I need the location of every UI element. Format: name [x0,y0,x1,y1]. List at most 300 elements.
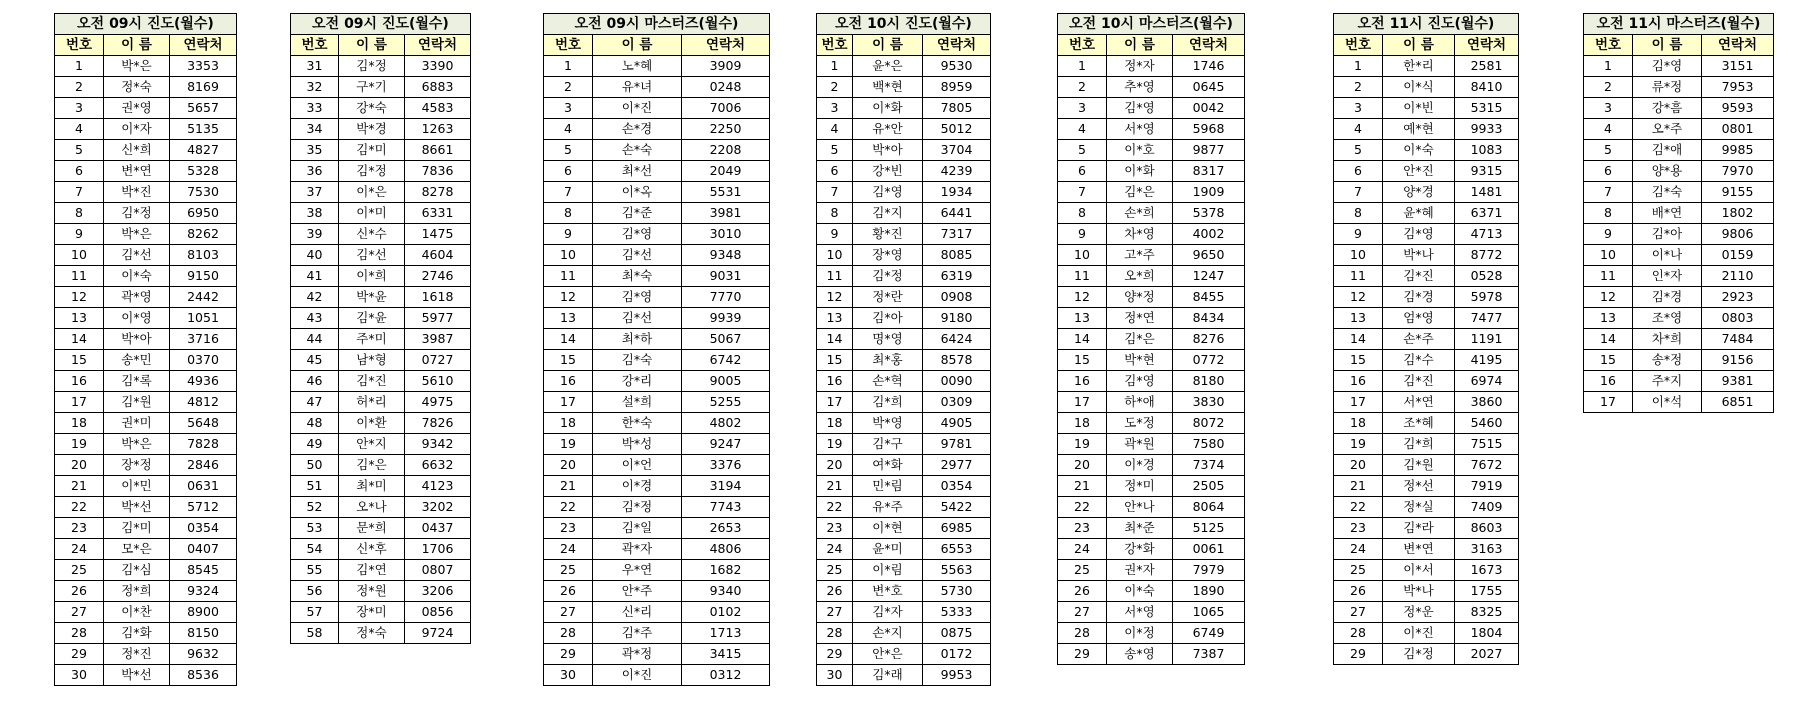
number-cell: 31 [291,56,339,77]
number-cell: 1 [544,56,593,77]
name-cell: 박*나 [1383,581,1455,602]
table-title-row [1334,14,1519,35]
number-cell: 23 [55,518,104,539]
name-cell: 신*수 [339,224,405,245]
number-cell: 29 [544,644,593,665]
phone-cell: 6742 [682,350,770,371]
phone-cell: 9593 [1702,98,1774,119]
table-row [1058,455,1245,476]
number-cell: 23 [1334,518,1383,539]
name-cell: 정*선 [1383,476,1455,497]
name-cell: 정*실 [1383,497,1455,518]
phone-cell: 7672 [1455,455,1519,476]
table-row [55,497,237,518]
number-cell: 11 [1584,266,1633,287]
header-phone: 연락처 [405,35,471,56]
number-cell: 35 [291,140,339,161]
table-row [1334,392,1519,413]
name-cell: 김*영 [1107,98,1173,119]
table-row [55,266,237,287]
phone-cell: 0856 [405,602,471,623]
phone-cell: 0803 [1702,308,1774,329]
table-row [544,140,770,161]
name-cell: 최*숙 [593,266,682,287]
name-cell: 김*미 [104,518,170,539]
table-row [291,98,471,119]
number-cell: 52 [291,497,339,518]
phone-cell: 3390 [405,56,471,77]
phone-cell: 0801 [1702,119,1774,140]
roster-table-1 [54,13,237,686]
phone-cell: 7770 [682,287,770,308]
name-cell: 최*선 [593,161,682,182]
number-cell: 2 [1584,77,1633,98]
phone-cell: 4806 [682,539,770,560]
name-cell: 이*서 [1383,560,1455,581]
number-cell: 7 [55,182,104,203]
phone-cell: 6883 [405,77,471,98]
number-cell: 15 [1058,350,1107,371]
name-cell: 구*기 [339,77,405,98]
name-cell: 허*리 [339,392,405,413]
table-row [1334,644,1519,665]
name-cell: 김*영 [1383,224,1455,245]
table-row [1584,203,1774,224]
phone-cell: 7805 [923,98,991,119]
number-cell: 16 [1058,371,1107,392]
number-cell: 1 [1334,56,1383,77]
phone-cell: 0159 [1702,245,1774,266]
name-cell: 김*수 [1383,350,1455,371]
table-title-row [817,14,991,35]
table-row [1584,329,1774,350]
name-cell: 권*영 [104,98,170,119]
name-cell: 김*진 [1383,371,1455,392]
phone-cell: 8085 [923,245,991,266]
phone-cell: 5333 [923,602,991,623]
number-cell: 8 [544,203,593,224]
name-cell: 김*화 [104,623,170,644]
number-cell: 19 [544,434,593,455]
table-row [544,350,770,371]
number-cell: 37 [291,182,339,203]
table-row [544,455,770,476]
name-cell: 권*미 [104,413,170,434]
number-cell: 56 [291,581,339,602]
phone-cell: 6950 [170,203,237,224]
number-cell: 18 [55,413,104,434]
table-row [1334,287,1519,308]
phone-cell: 1673 [1455,560,1519,581]
number-cell: 6 [817,161,853,182]
table-row [1058,539,1245,560]
phone-cell: 4812 [170,392,237,413]
number-cell: 8 [1334,203,1383,224]
number-cell: 18 [1334,413,1383,434]
number-cell: 17 [1058,392,1107,413]
table-row [55,455,237,476]
name-cell: 손*희 [1107,203,1173,224]
name-cell: 한*리 [1383,56,1455,77]
phone-cell: 9530 [923,56,991,77]
phone-cell: 6985 [923,518,991,539]
header-name: 이 름 [1633,35,1702,56]
name-cell: 송*영 [1107,644,1173,665]
number-cell: 40 [291,245,339,266]
table-row [1584,182,1774,203]
phone-cell: 9953 [923,665,991,686]
table-row [1058,119,1245,140]
table-row [55,245,237,266]
name-cell: 안*은 [853,644,923,665]
table-row [291,392,471,413]
number-cell: 46 [291,371,339,392]
table-row [1584,77,1774,98]
name-cell: 최*홍 [853,350,923,371]
number-cell: 8 [55,203,104,224]
name-cell: 김*정 [593,497,682,518]
table-row [544,182,770,203]
phone-cell: 9781 [923,434,991,455]
table-row [55,623,237,644]
phone-cell: 3376 [682,455,770,476]
table-row [55,518,237,539]
phone-cell: 4802 [682,413,770,434]
header-row [1584,35,1774,56]
phone-cell: 4975 [405,392,471,413]
number-cell: 15 [55,350,104,371]
table-row [55,161,237,182]
phone-cell: 0727 [405,350,471,371]
phone-cell: 5012 [923,119,991,140]
number-cell: 9 [1058,224,1107,245]
phone-cell: 5610 [405,371,471,392]
phone-cell: 3194 [682,476,770,497]
phone-cell: 5978 [1455,287,1519,308]
name-cell: 이*현 [853,518,923,539]
table-row [1584,371,1774,392]
name-cell: 이*진 [1383,623,1455,644]
name-cell: 박*윤 [339,287,405,308]
header-phone: 연락처 [1702,35,1774,56]
table-row [1334,602,1519,623]
name-cell: 배*연 [1633,203,1702,224]
phone-cell: 7919 [1455,476,1519,497]
number-cell: 30 [544,665,593,686]
number-cell: 58 [291,623,339,644]
phone-cell: 5422 [923,497,991,518]
header-phone: 연락처 [1455,35,1519,56]
name-cell: 박*은 [104,434,170,455]
phone-cell: 9156 [1702,350,1774,371]
number-cell: 25 [1058,560,1107,581]
number-cell: 45 [291,350,339,371]
phone-cell: 7743 [682,497,770,518]
name-cell: 김*주 [593,623,682,644]
number-cell: 10 [1058,245,1107,266]
number-cell: 21 [55,476,104,497]
phone-cell: 0354 [170,518,237,539]
number-cell: 16 [1334,371,1383,392]
phone-cell: 1247 [1173,266,1245,287]
name-cell: 이*정 [1107,623,1173,644]
name-cell: 하*애 [1107,392,1173,413]
number-cell: 29 [1058,644,1107,665]
name-cell: 김*래 [853,665,923,686]
number-cell: 38 [291,203,339,224]
name-cell: 신*후 [339,539,405,560]
number-cell: 22 [1058,497,1107,518]
table-row [817,98,991,119]
phone-cell: 1755 [1455,581,1519,602]
name-cell: 김*연 [339,560,405,581]
name-cell: 이*영 [104,308,170,329]
table-row [55,560,237,581]
table-row [1334,56,1519,77]
name-cell: 김*은 [1107,329,1173,350]
name-cell: 서*연 [1383,392,1455,413]
name-cell: 주*지 [1633,371,1702,392]
number-cell: 28 [1058,623,1107,644]
number-cell: 27 [544,602,593,623]
phone-cell: 3860 [1455,392,1519,413]
number-cell: 8 [1058,203,1107,224]
table-row [55,56,237,77]
table-row [817,434,991,455]
number-cell: 2 [544,77,593,98]
table-row [291,560,471,581]
phone-cell: 7387 [1173,644,1245,665]
phone-cell: 5968 [1173,119,1245,140]
table-row [1058,245,1245,266]
number-cell: 30 [55,665,104,686]
phone-cell: 5255 [682,392,770,413]
name-cell: 김*숙 [1633,182,1702,203]
name-cell: 모*은 [104,539,170,560]
phone-cell: 9724 [405,623,471,644]
name-cell: 김*아 [853,308,923,329]
table-row [55,203,237,224]
phone-cell: 7409 [1455,497,1519,518]
phone-cell: 2250 [682,119,770,140]
name-cell: 김*영 [1633,56,1702,77]
header-phone: 연락처 [170,35,237,56]
number-cell: 5 [1584,140,1633,161]
phone-cell: 2846 [170,455,237,476]
table-row [817,413,991,434]
table-row [1584,266,1774,287]
name-cell: 이*숙 [1383,140,1455,161]
table-row [817,182,991,203]
table-row [1058,623,1245,644]
phone-cell: 8276 [1173,329,1245,350]
phone-cell: 3830 [1173,392,1245,413]
table-row [291,539,471,560]
phone-cell: 7828 [170,434,237,455]
table-row [817,266,991,287]
name-cell: 손*숙 [593,140,682,161]
number-cell: 3 [544,98,593,119]
name-cell: 양*정 [1107,287,1173,308]
name-cell: 정*원 [339,581,405,602]
name-cell: 이*찬 [104,602,170,623]
phone-cell: 8434 [1173,308,1245,329]
table-row [1058,308,1245,329]
phone-cell: 0645 [1173,77,1245,98]
name-cell: 정*진 [104,644,170,665]
phone-cell: 9632 [170,644,237,665]
phone-cell: 7374 [1173,455,1245,476]
table-row [817,644,991,665]
table-row [291,119,471,140]
table-row [544,203,770,224]
phone-cell: 0042 [1173,98,1245,119]
phone-cell: 9933 [1455,119,1519,140]
header-name: 이 름 [104,35,170,56]
phone-cell: 6553 [923,539,991,560]
name-cell: 손*지 [853,623,923,644]
table-row [1058,476,1245,497]
name-cell: 최*준 [1107,518,1173,539]
name-cell: 박*선 [104,665,170,686]
table-row [55,224,237,245]
number-cell: 30 [817,665,853,686]
phone-cell: 3704 [923,140,991,161]
table-row [817,329,991,350]
name-cell: 김*선 [104,245,170,266]
phone-cell: 0090 [923,371,991,392]
phone-cell: 2505 [1173,476,1245,497]
phone-cell: 5125 [1173,518,1245,539]
table-row [817,161,991,182]
phone-cell: 5531 [682,182,770,203]
name-cell: 오*희 [1107,266,1173,287]
table-row [291,308,471,329]
name-cell: 안*지 [339,434,405,455]
name-cell: 김*원 [1383,455,1455,476]
number-cell: 20 [544,455,593,476]
number-cell: 9 [55,224,104,245]
table-title: 오전 11시 진도(월수) [1334,14,1519,35]
table-row [817,245,991,266]
table-row [1584,98,1774,119]
header-number: 번호 [55,35,104,56]
number-cell: 18 [817,413,853,434]
header-row [817,35,991,56]
phone-cell: 1083 [1455,140,1519,161]
table-row [1058,56,1245,77]
table-row [1334,329,1519,350]
number-cell: 5 [1334,140,1383,161]
table-row [1058,413,1245,434]
table-row [291,623,471,644]
name-cell: 이*환 [339,413,405,434]
phone-cell: 7484 [1702,329,1774,350]
number-cell: 16 [544,371,593,392]
number-cell: 7 [1058,182,1107,203]
phone-cell: 4123 [405,476,471,497]
phone-cell: 0528 [1455,266,1519,287]
number-cell: 6 [1584,161,1633,182]
name-cell: 김*영 [593,224,682,245]
name-cell: 김*준 [593,203,682,224]
phone-cell: 3981 [682,203,770,224]
number-cell: 19 [817,434,853,455]
phone-cell: 7515 [1455,434,1519,455]
name-cell: 김*선 [593,308,682,329]
phone-cell: 9806 [1702,224,1774,245]
name-cell: 이*나 [1633,245,1702,266]
number-cell: 39 [291,224,339,245]
phone-cell: 7317 [923,224,991,245]
number-cell: 4 [817,119,853,140]
phone-cell: 0248 [682,77,770,98]
table-row [544,539,770,560]
number-cell: 20 [1334,455,1383,476]
header-row [1058,35,1245,56]
phone-cell: 8772 [1455,245,1519,266]
phone-cell: 9381 [1702,371,1774,392]
table-row [1334,140,1519,161]
table-row [817,350,991,371]
table-row [1334,77,1519,98]
phone-cell: 8900 [170,602,237,623]
table-row [817,140,991,161]
phone-cell: 0407 [170,539,237,560]
table-row [291,350,471,371]
phone-cell: 6319 [923,266,991,287]
table-row [55,77,237,98]
phone-cell: 5648 [170,413,237,434]
number-cell: 9 [817,224,853,245]
table-row [817,539,991,560]
table-row [544,392,770,413]
phone-cell: 4583 [405,98,471,119]
phone-cell: 1475 [405,224,471,245]
number-cell: 20 [817,455,853,476]
name-cell: 이*화 [1107,161,1173,182]
number-cell: 13 [1334,308,1383,329]
name-cell: 양*용 [1633,161,1702,182]
name-cell: 엄*영 [1383,308,1455,329]
number-cell: 4 [544,119,593,140]
name-cell: 김*영 [853,182,923,203]
table-row [291,203,471,224]
phone-cell: 7530 [170,182,237,203]
number-cell: 24 [544,539,593,560]
table-title: 오전 10시 진도(월수) [817,14,991,35]
table-row [1334,203,1519,224]
name-cell: 유*녀 [593,77,682,98]
table-row [817,581,991,602]
number-cell: 14 [1058,329,1107,350]
number-cell: 18 [544,413,593,434]
table-title-row [55,14,237,35]
table-row [544,413,770,434]
table-row [291,329,471,350]
table-row [291,497,471,518]
table-title: 오전 09시 진도(월수) [291,14,471,35]
number-cell: 11 [1058,266,1107,287]
phone-cell: 9315 [1455,161,1519,182]
table-row [1058,350,1245,371]
number-cell: 24 [1334,539,1383,560]
name-cell: 강*빈 [853,161,923,182]
name-cell: 박*아 [104,329,170,350]
table-row [817,455,991,476]
number-cell: 33 [291,98,339,119]
phone-cell: 8103 [170,245,237,266]
